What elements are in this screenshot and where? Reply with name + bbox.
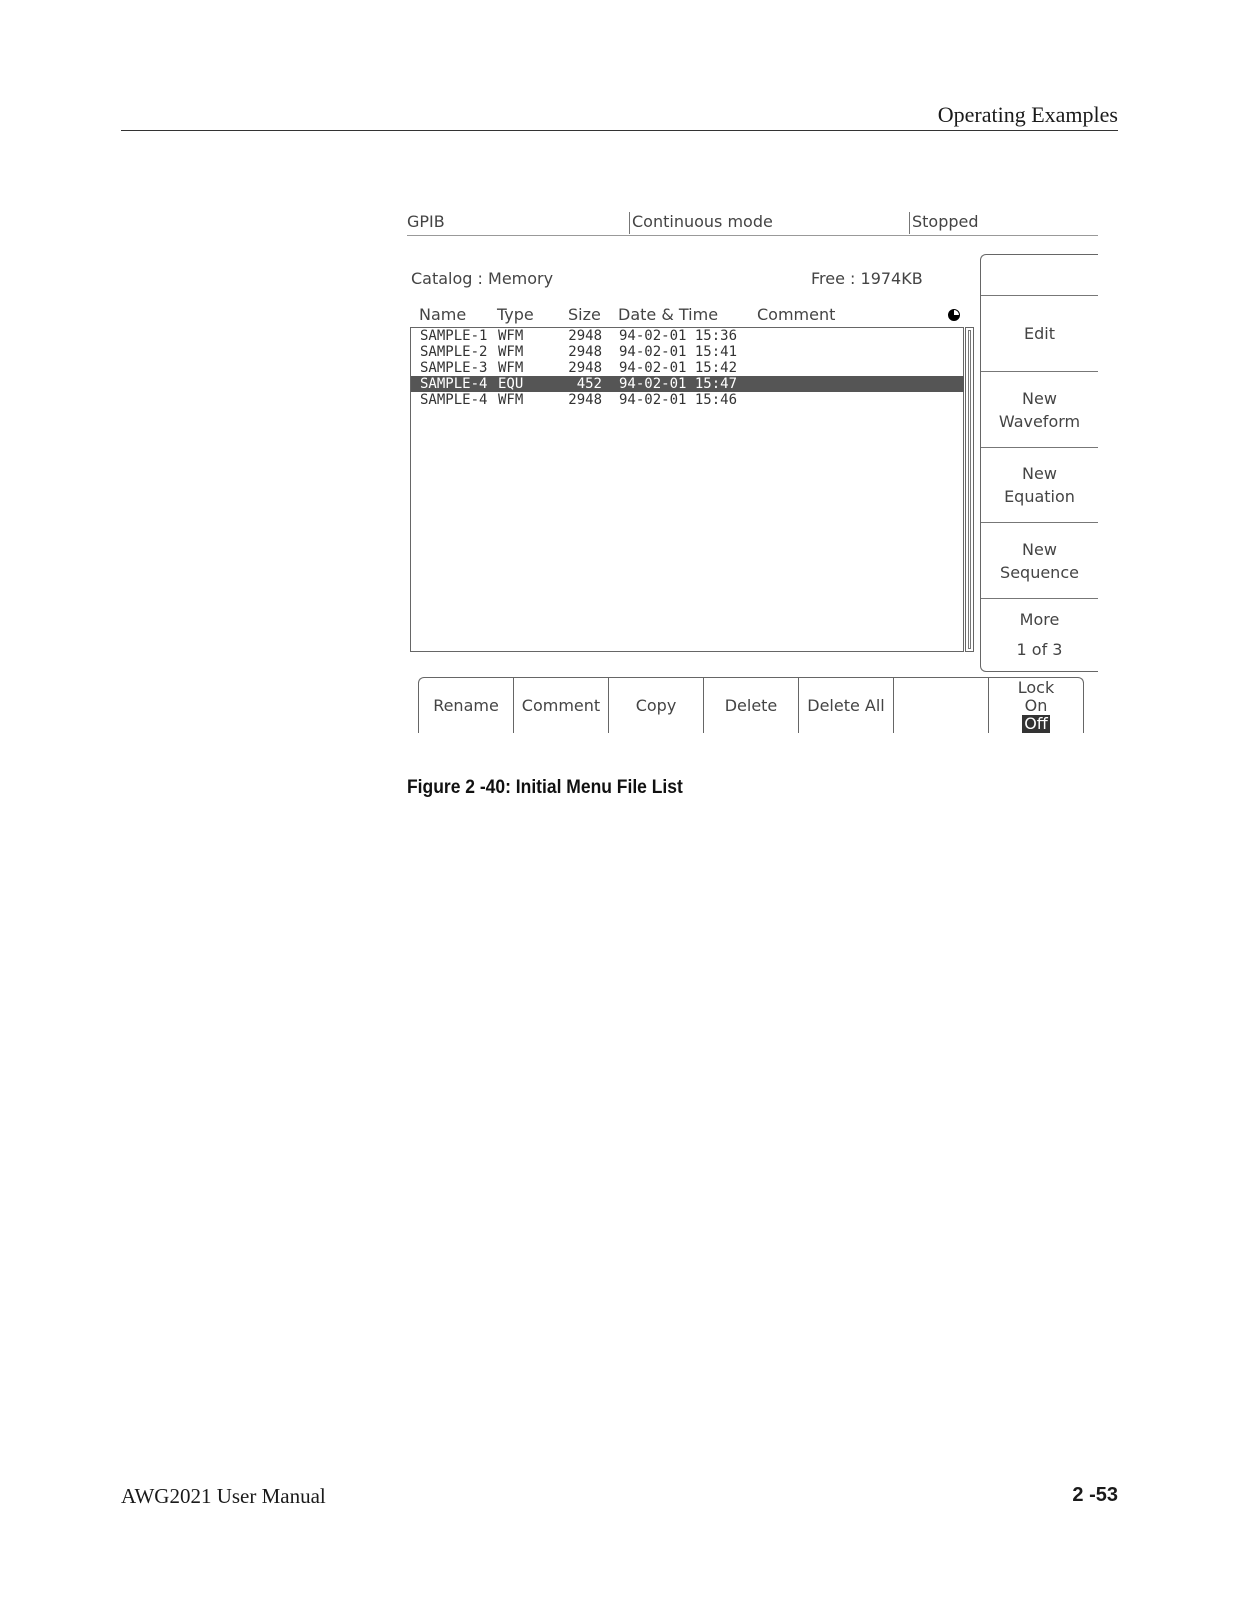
new-equation-label-2: Equation — [1004, 487, 1075, 506]
more-button[interactable] — [981, 598, 1098, 671]
edit-label: Edit — [1024, 324, 1055, 343]
file-row-selected[interactable] — [411, 376, 964, 392]
comment-button[interactable]: Comment — [513, 677, 608, 733]
lock-toggle-button[interactable] — [988, 677, 1084, 733]
new-waveform-label-1: New — [1022, 388, 1057, 408]
status-rule — [407, 235, 1098, 236]
file-date-time: 94-02-01 15:41 — [619, 344, 738, 360]
file-name: SAMPLE-3 — [420, 360, 488, 376]
figure-caption: Figure 2 -40: Initial Menu File List — [407, 777, 683, 798]
lock-off-option-selected: Off — [1024, 713, 1048, 733]
scrollbar-thumb[interactable] — [968, 330, 971, 649]
column-header-comment: Comment — [757, 305, 836, 324]
new-waveform-label-2: Waveform — [998, 411, 1081, 431]
new-sequence-button[interactable] — [981, 522, 1098, 598]
column-header-type: Type — [497, 305, 534, 324]
section-title: Operating Examples — [937, 102, 1118, 127]
status-run-state: Stopped — [912, 212, 979, 231]
new-equation-button[interactable] — [981, 447, 1098, 522]
file-type: EQU — [498, 376, 524, 392]
status-divider — [629, 212, 630, 234]
file-date-time: 94-02-01 15:47 — [619, 376, 738, 392]
lock-label: Lock — [1017, 677, 1055, 697]
edit-button[interactable] — [981, 295, 1098, 371]
file-name: SAMPLE-2 — [420, 344, 488, 360]
rename-button[interactable]: Rename — [418, 677, 513, 733]
page-number: 2 -53 — [1072, 1484, 1118, 1506]
column-header-size: Size — [568, 305, 601, 324]
free-memory: Free : 1974KB — [811, 269, 923, 288]
bottom-menu — [418, 677, 1084, 733]
status-remote: GPIB — [407, 212, 445, 231]
file-size: 2948 — [568, 328, 602, 344]
header-rule — [121, 130, 1118, 131]
file-type: WFM — [498, 392, 524, 408]
new-sequence-label-1: New — [1022, 539, 1057, 559]
file-date-time: 94-02-01 15:46 — [619, 392, 738, 408]
catalog-label: Catalog : Memory — [411, 269, 554, 288]
file-row[interactable] — [411, 328, 964, 344]
manual-title: AWG2021 User Manual — [121, 1484, 326, 1508]
file-type: WFM — [498, 360, 524, 376]
side-menu — [980, 254, 1098, 672]
lock-on-option: On — [1024, 695, 1048, 715]
new-waveform-button[interactable] — [981, 371, 1098, 447]
file-row[interactable] — [411, 392, 964, 408]
delete-all-button[interactable]: Delete All — [798, 677, 893, 733]
copy-button[interactable]: Copy — [608, 677, 703, 733]
file-size: 2948 — [568, 360, 602, 376]
new-sequence-label-2: Sequence — [1000, 562, 1079, 582]
file-type: WFM — [498, 344, 524, 360]
column-header-date-time: Date & Time — [618, 305, 719, 324]
new-equation-label-1: New — [1022, 464, 1057, 483]
file-row[interactable] — [411, 360, 964, 376]
file-size: 2948 — [568, 344, 602, 360]
file-name: SAMPLE-4 — [420, 392, 488, 408]
file-size: 452 — [576, 376, 602, 392]
status-mode: Continuous mode — [632, 212, 773, 231]
more-label: More — [1019, 610, 1060, 629]
file-name: SAMPLE-1 — [420, 328, 488, 344]
file-date-time: 94-02-01 15:36 — [619, 328, 738, 344]
pie-indicator-icon — [948, 309, 960, 321]
delete-button[interactable]: Delete — [703, 677, 798, 733]
status-divider — [909, 212, 910, 234]
more-page-indicator: 1 of 3 — [1016, 640, 1063, 659]
file-type: WFM — [498, 328, 524, 344]
file-name: SAMPLE-4 — [420, 376, 488, 392]
file-date-time: 94-02-01 15:42 — [619, 360, 738, 376]
column-header-name: Name — [419, 305, 467, 324]
blank-button[interactable] — [893, 677, 988, 733]
file-size: 2948 — [568, 392, 602, 408]
scrollbar[interactable] — [965, 327, 974, 652]
file-row[interactable] — [411, 344, 964, 360]
